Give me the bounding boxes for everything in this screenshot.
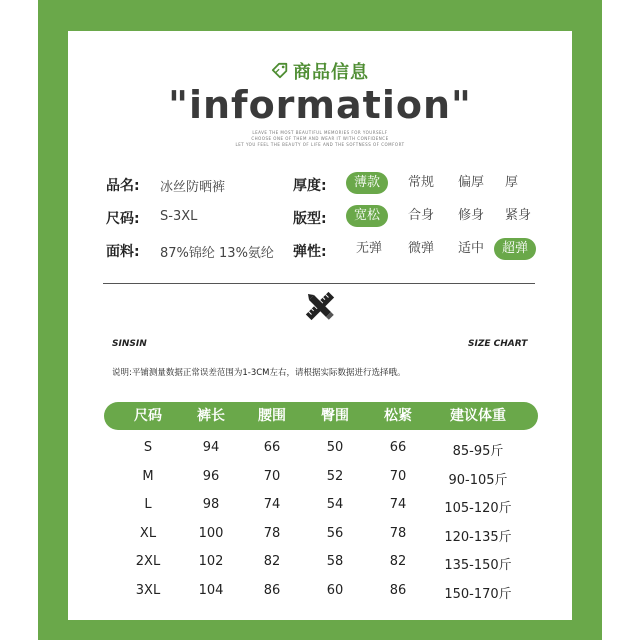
thickness-option-thicker: 偏厚 [458,175,485,190]
elasticity-option-slight: 微弹 [408,241,435,256]
header-hip: 臀围 [321,408,349,424]
table-cell-hip: 56 [326,525,344,541]
table-cell-size: 3XL [135,582,161,598]
ruler-pencil-icon [302,288,338,324]
table-cell-weight: 105-120斤 [444,501,512,516]
table-cell-waist: 70 [263,468,281,484]
table-cell-size: S [143,440,153,455]
table-cell-length: 96 [202,468,220,484]
table-cell-elastic: 78 [389,525,407,541]
tag-icon [271,62,289,80]
fit-option-slim: 修身 [458,208,485,223]
table-cell-length: 94 [202,440,220,455]
table-cell-elastic: 70 [389,468,407,484]
table-header [104,402,538,430]
header-weight: 建议体重 [450,408,506,424]
table-cell-elastic: 66 [389,440,407,455]
fit-option-regular: 合身 [408,208,435,223]
table-cell-weight: 135-150斤 [444,558,512,573]
table-cell-length: 102 [198,554,224,569]
table-cell-elastic: 82 [389,554,407,569]
divider [103,283,535,284]
thickness-option-regular: 常规 [408,175,435,190]
size-chart-label: SIZE CHART [468,339,528,349]
table-cell-size: XL [139,525,157,541]
table-cell-length: 100 [198,525,224,541]
table-cell-waist: 74 [263,497,281,512]
fit-option-loose: 宽松 [346,205,388,227]
table-cell-size: L [144,497,152,512]
tiny-caption-3: LET YOU FEEL THE BEAUTY OF LIFE AND THE SOFTNESS OF COMFORT [235,142,405,147]
table-cell-length: 104 [198,582,224,598]
table-cell-waist: 82 [263,554,281,569]
thickness-label: 厚度: [293,178,327,194]
thickness-option-thin: 薄款 [346,172,388,194]
size-label: 尺码: [106,211,140,227]
table-cell-size: 2XL [135,554,161,569]
fabric-label: 面料: [106,244,140,260]
fit-option-tight: 紧身 [505,208,532,223]
table-cell-length: 98 [202,497,220,512]
table-cell-elastic: 74 [389,497,407,512]
header-waist: 腰围 [258,408,286,424]
elasticity-option-medium: 适中 [458,241,485,256]
name-label: 品名: [106,178,140,194]
measurement-note: 说明:平铺测量数据正常误差范围为1-3CM左右，请根据实际数据进行选择哦。 [112,368,406,378]
fabric-value: 87%锦纶 13%氨纶 [160,246,274,261]
thickness-option-thick: 厚 [505,175,519,190]
table-cell-waist: 86 [263,582,281,598]
elasticity-label: 弹性: [293,244,327,260]
header-size: 尺码 [134,408,162,424]
tiny-caption-1: LEAVE THE MOST BEAUTIFUL MEMORIES FOR YOURSELF [252,130,388,135]
information-title: "information" [168,83,472,127]
section-header [0,56,640,86]
elasticity-option-none: 无弹 [356,241,383,256]
brand-label: SINSIN [112,339,147,349]
table-cell-weight: 85-95斤 [452,444,504,459]
table-cell-weight: 150-170斤 [444,586,512,602]
section-title: 商品信息 [293,62,369,83]
table-cell-hip: 54 [326,497,344,512]
table-cell-hip: 52 [326,468,344,484]
table-cell-size: M [142,468,154,484]
table-cell-hip: 60 [326,582,344,598]
table-cell-waist: 66 [263,440,281,455]
tiny-caption-2: CHOOSE ONE OF THEM AND WEAR IT WITH CONFIDENCE [251,136,389,141]
table-cell-hip: 58 [326,554,344,569]
elasticity-option-super: 超弹 [494,238,536,260]
header-length: 裤长 [197,408,225,424]
table-cell-waist: 78 [263,525,281,541]
table-cell-weight: 90-105斤 [448,472,508,488]
size-value: S-3XL [160,209,198,224]
name-value: 冰丝防晒裤 [160,180,226,195]
header-elastic: 松紧 [384,408,412,424]
fit-label: 版型: [293,211,327,227]
table-cell-elastic: 86 [389,582,407,598]
table-cell-hip: 50 [326,440,344,455]
table-cell-weight: 120-135斤 [444,529,512,545]
